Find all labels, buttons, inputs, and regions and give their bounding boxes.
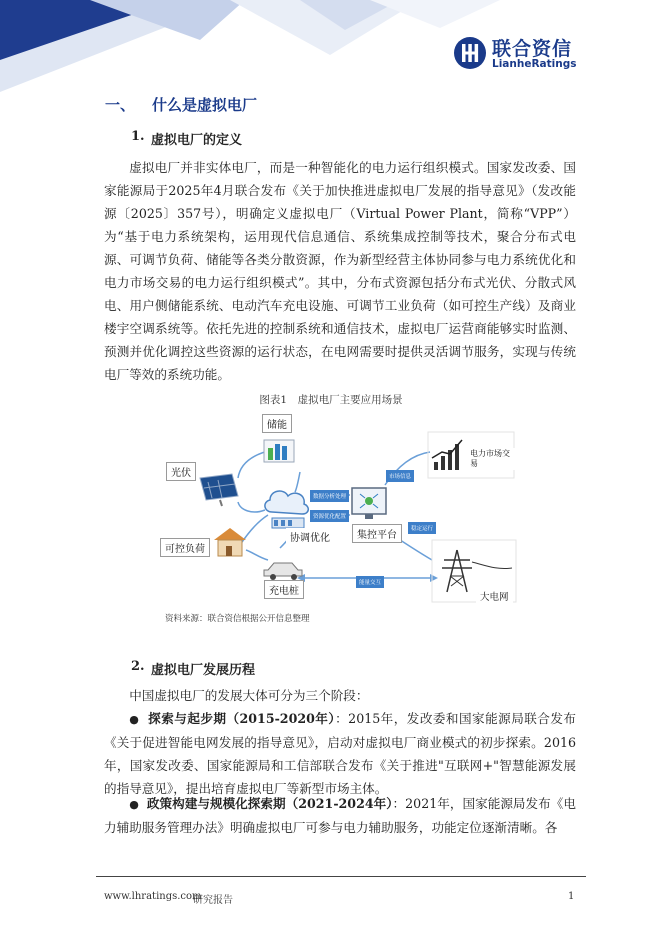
footer-site: www.lhratings.com — [104, 891, 202, 902]
subsection-number: 1. — [131, 129, 145, 144]
cloud-icon — [265, 491, 308, 528]
vpp-diagram — [160, 410, 520, 610]
bullet-dot-icon: ● — [129, 798, 139, 811]
definition-paragraph: 虚拟电厂并非实体电厂，而是一种智能化的电力运行组织模式。国家发改委、国家能源局于2025年4月联合发布《关于加快推进虚拟电厂发展的指导意见》（发改能源〔2025〕357号），明确定义虚拟电厂（Virtual Power Plant，简称“VPP”）为“基于电力系统架构，运用现代信息通信、系统集成控制等技术，聚合分布式电源、可调节负荷、储能等各类分散资源，作为新型经营主体协同参与电力系统优化和电力市场交易的电力运行组织模式”。其中，分布式资源包括分布式光伏、分散式风电、用户侧储能系统、电动汽车充电设施、可调节工业负荷（如可控生产线）及商业楼宇空调系统等。依托先进的控制系统和通信技术，虚拟电厂运营商能够实时监测、预测并优化调控这些资源的运行状态，在电网需要时提供灵活调节服务，实现与传统电厂等效的系统功能。 — [104, 160, 576, 382]
tag-stable-operation: 稳定运行 — [408, 522, 436, 534]
page-number: 1 — [568, 891, 575, 902]
bullet-2-title: 政策构建与规模化探索期（2021-2024年） — [146, 796, 393, 811]
bullet-1-title: 探索与起步期（2015-2020年） — [148, 711, 336, 726]
load-label: 可控负荷 — [160, 538, 210, 557]
bullet-item-1 — [104, 707, 576, 800]
pv-label: 光伏 — [166, 462, 196, 481]
bullet-1-text: ：2015年，发改委和国家能源局联合发布《关于促进智能电网发展的指导意见》，启动对虚拟电厂商业模式的初步探索。2016年，国家发改委、国家能源局和工信部联合发布《关于推进"互联网+"智慧能源发展的指导意见》，提出培育虚拟电厂等新型市场主体。 — [104, 711, 576, 796]
logo-icon — [453, 36, 487, 70]
power-tower-icon — [442, 550, 512, 592]
subsection-title: 虚拟电厂的定义 — [151, 133, 243, 148]
brand-name-cn: 联合资信 — [492, 38, 573, 60]
tag-data-analysis: 数据分析处理 — [310, 490, 349, 502]
history-intro: 中国虚拟电厂的发展大体可分为三个阶段： — [129, 688, 369, 703]
storage-label: 储能 — [262, 414, 292, 433]
solar-panel-icon — [200, 474, 238, 506]
charger-label: 充电桩 — [264, 580, 304, 599]
monitor-icon — [352, 488, 386, 519]
footer-doc-type: 研究报告 — [193, 895, 233, 906]
bullet-item-2 — [104, 792, 576, 839]
figure-caption: 图表1 虚拟电厂主要应用场景 — [259, 394, 403, 406]
market-label: 电力市场交易 — [466, 448, 518, 470]
brand-name-en: LianheRatings — [492, 58, 577, 70]
section-title: 什么是虚拟电厂 — [152, 96, 258, 114]
bullet-dot-icon: ● — [129, 713, 140, 726]
house-icon — [214, 528, 246, 556]
battery-icon — [264, 440, 294, 462]
bullet-2-text: ：2021年，国家能源局发布《电力辅助服务管理办法》明确虚拟电厂可参与电力辅助服务，功能定位逐渐清晰。各 — [104, 796, 576, 835]
brand-logo — [453, 34, 583, 74]
market-chart-icon — [432, 440, 462, 470]
footer-rule — [96, 876, 586, 877]
grid-label: 大电网 — [476, 588, 513, 604]
ev-car-icon — [264, 563, 302, 580]
tag-resource-optimization: 资源优化配置 — [310, 510, 349, 522]
coordination-label: 协调优化 — [286, 528, 334, 545]
subsection2-title: 虚拟电厂发展历程 — [151, 663, 256, 678]
figure-source: 资料来源：联合资信根据公开信息整理 — [165, 614, 310, 624]
subsection2-number: 2. — [131, 659, 145, 674]
tag-energy-exchange: 能量交互 — [356, 576, 384, 588]
tag-market-info: 市场信息 — [386, 470, 414, 482]
section-number: 一、 — [105, 96, 136, 114]
platform-label: 集控平台 — [352, 524, 402, 543]
